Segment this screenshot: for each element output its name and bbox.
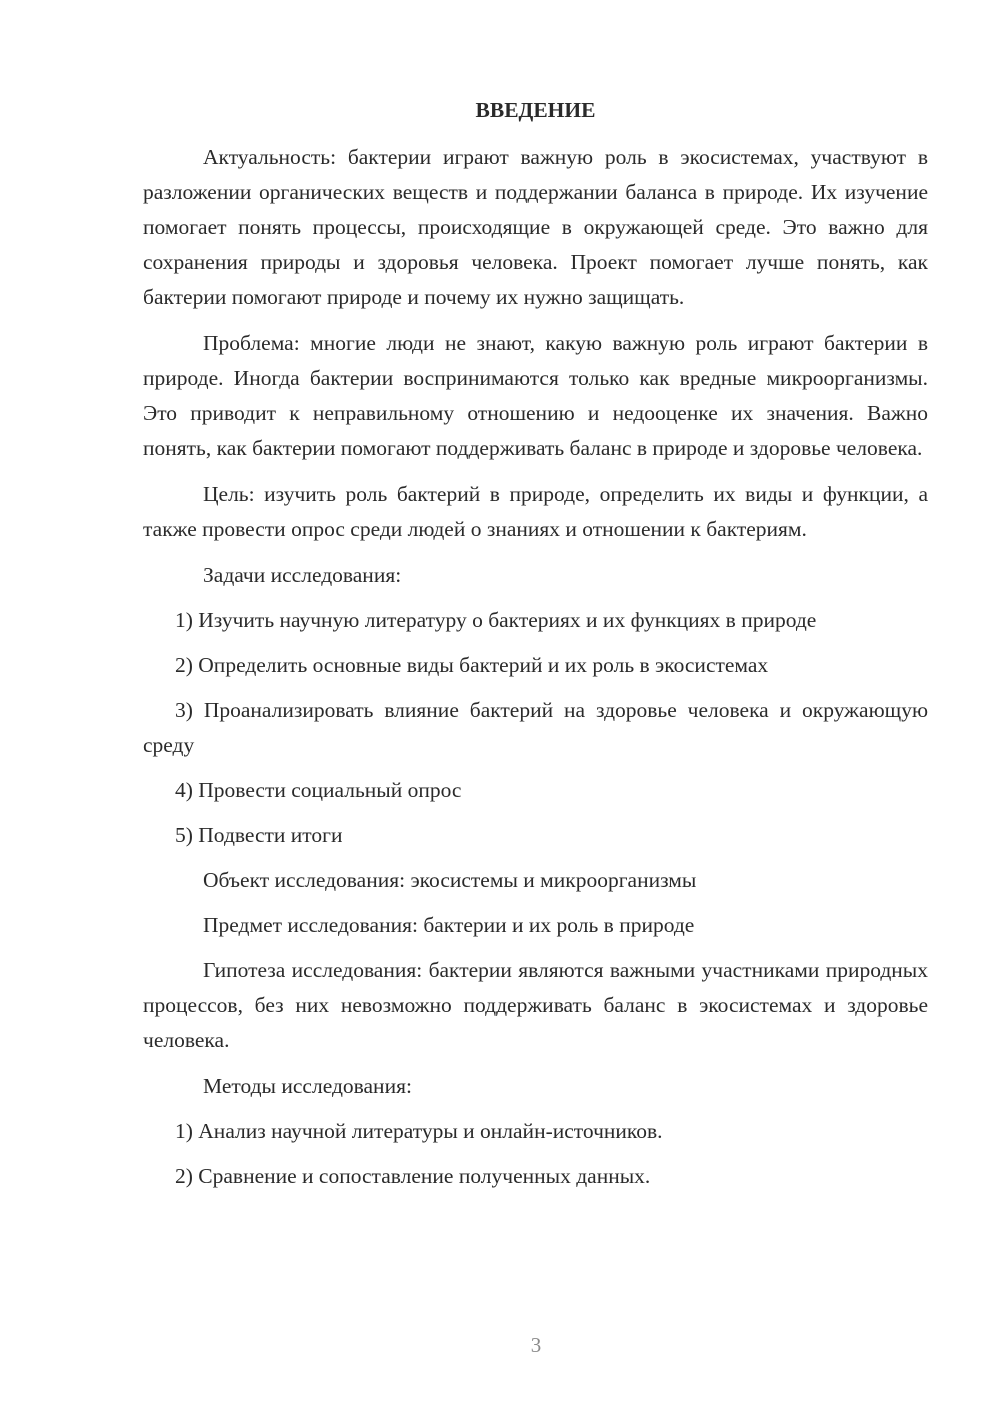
research-subject: Предмет исследования: бактерии и их роль в природе	[203, 913, 695, 937]
page-number: 3	[530, 1333, 542, 1357]
hypothesis-paragraph: Гипотеза исследования: бактерии являются важными участниками природных процессов, без них невозможно поддерживать баланс в экосистемах и здоровье человека.	[143, 958, 928, 1052]
research-object: Объект исследования: экосистемы и микроорганизмы	[203, 868, 697, 892]
page-title: ВВЕДЕНИЕ	[475, 98, 596, 122]
task-item: 3) Проанализировать влияние бактерий на здоровье человека и окружающую среду	[143, 698, 928, 757]
methods-heading: Методы исследования:	[203, 1074, 412, 1098]
document-page	[143, 95, 928, 1204]
method-item: 2) Сравнение и сопоставление полученных данных.	[175, 1164, 651, 1188]
task-item: 5) Подвести итоги	[175, 823, 343, 847]
task-item: 2) Определить основные виды бактерий и их роль в экосистемах	[175, 653, 769, 677]
method-item: 1) Анализ научной литературы и онлайн-источников.	[175, 1119, 663, 1143]
task-item: 4) Провести социальный опрос	[175, 778, 462, 802]
goal-paragraph: Цель: изучить роль бактерий в природе, определить их виды и функции, а также провести опрос среди людей о знаниях и отношении к бактериям.	[143, 482, 928, 541]
task-item: 1) Изучить научную литературу о бактериях и их функциях в природе	[175, 608, 817, 632]
relevance-paragraph: Актуальность: бактерии играют важную роль в экосистемах, участвуют в разложении органических веществ и поддержании баланса в природе. Их изучение помогает понять процессы, происходящие в окружающей среде. Это важно для сохранения природы и здоровья человека. Проект помогает лучше понять, как бактерии помогают природе и почему их нужно защищать.	[143, 145, 928, 309]
problem-paragraph: Проблема: многие люди не знают, какую важную роль играют бактерии в природе. Иногда бактерии воспринимаются только как вредные микроорганизмы. Это приводит к неправильному отношению и недооценке их значения. Важно понять, как бактерии помогают поддерживать баланс в природе и здоровье человека.	[143, 331, 928, 460]
tasks-heading: Задачи исследования:	[203, 563, 402, 587]
